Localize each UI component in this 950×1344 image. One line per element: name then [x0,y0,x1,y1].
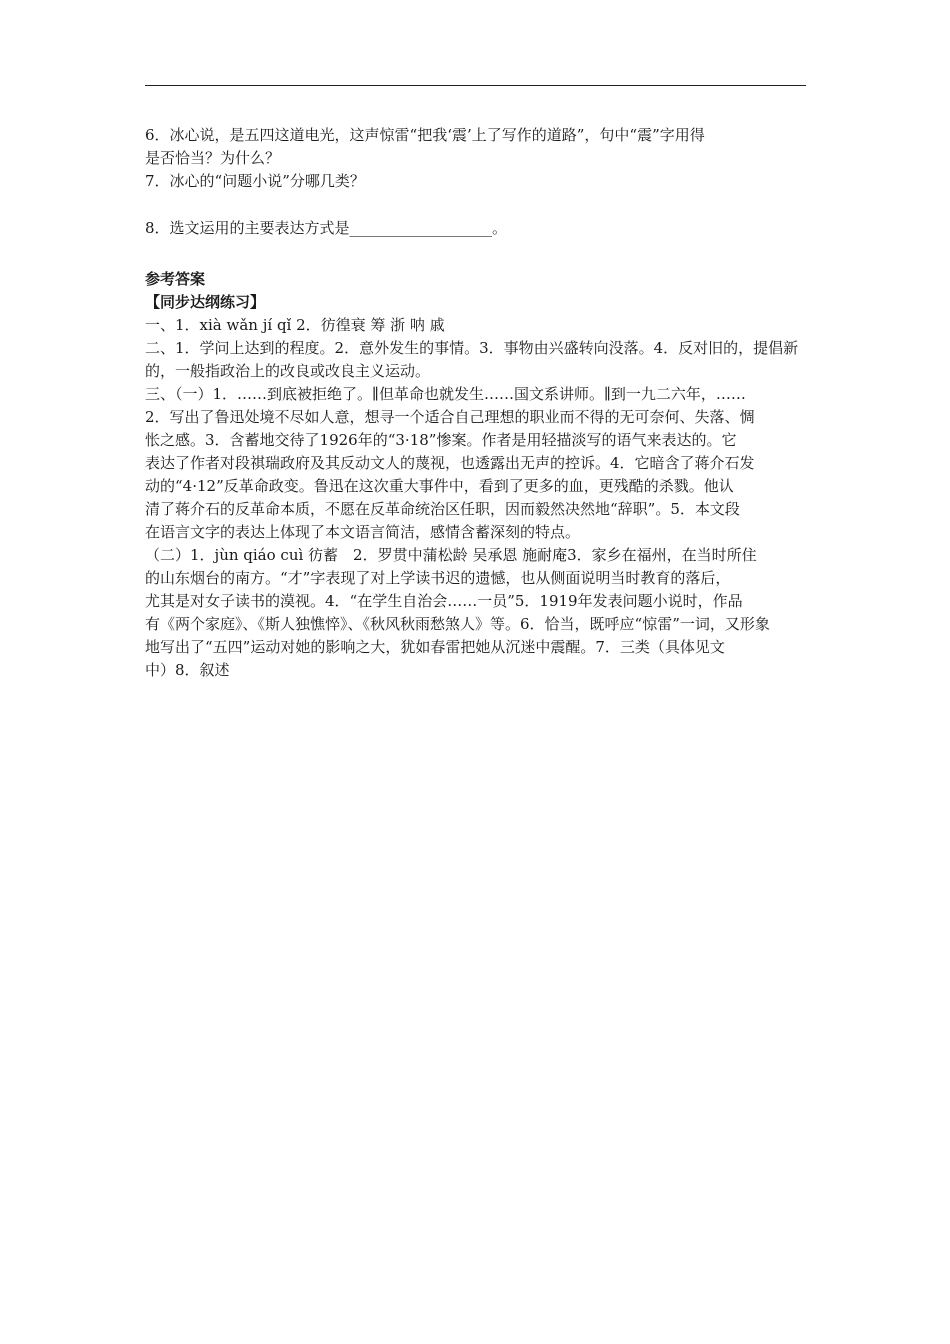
question-8-prefix: 8．选文运用的主要表达方式是 [145,219,350,237]
header-rule [145,85,806,86]
document-body [145,124,807,682]
question-6-line-2: 是否恰当？为什么？ [145,149,281,167]
question-8-blank: ___________________ [349,219,493,237]
question-8 [145,217,807,240]
question-6-line-1: 6．冰心说，是五四这道电光，这声惊雷“把我‘震’上了写作的道路”，句中“震”字用得 [145,126,705,144]
answers-heading: 参考答案 [145,270,206,288]
answer-part-3a-line-2: 2．写出了鲁迅处境不尽如人意，想寻一个适合自己理想的职业而不得的无可奈何、失落、惆 [145,408,755,426]
answer-part-3b-line-4: 有《两个家庭》、《斯人独憔悴》、《秋风秋雨愁煞人》等。6．恰当，既呼应“惊雷”一词，又形象 [145,615,770,633]
answer-part-3a-line-7: 在语言文字的表达上体现了本文语言简洁，感情含蓄深刻的特点。 [145,523,581,541]
answers-subheading: 【同步达纲练习】 [145,293,266,311]
answer-part-3a-line-3: 怅之感。3．含蓄地交待了1926年的“3·18”惨案。作者是用轻描淡写的语气来表达的。它 [145,431,737,449]
answer-part-3a-line-4: 表达了作者对段祺瑞政府及其反动文人的蔑视，也透露出无声的控诉。4．它暗含了蒋介石发 [145,454,755,472]
answer-part-3b-line-1: （二）1．jùn qiáo cuì 彷蓄 2．罗贯中蒲松龄 吴承恩 施耐庵3．家乡在福州，在当时所住 [145,546,757,564]
answer-part-3b-line-5: 地写出了“五四”运动对她的影响之大，犹如春雷把她从沉迷中震醒。7．三类（具体见文 [145,638,725,656]
answer-part-3a-line-6: 清了蒋介石的反革命本质，不愿在反革命统治区任职，因而毅然决然地“辞职”。5．本文段 [145,500,740,518]
answer-part-2-line-1: 二、1．学问上达到的程度。2．意外发生的事情。3．事物由兴盛转向没落。4．反对旧的，提倡新 [145,339,799,357]
answer-part-3a-line-5: 动的“4·12”反革命政变。鲁迅在这次重大事件中，看到了更多的血，更残酷的杀戮。他认 [145,477,734,495]
question-8-suffix: 。 [492,219,508,237]
answer-part-2-line-2: 的，一般指政治上的改良或改良主义运动。 [145,362,431,380]
answer-part-3b-line-3: 尤其是对女子读书的漠视。4．“在学生自治会……一员”5．1919年发表问题小说时，作品 [145,592,743,610]
question-7: 7．冰心的“问题小说”分哪几类？ [145,172,365,190]
answer-part-1: 一、1．xià wǎn jí qǐ 2．彷徨衰 筹 浙 呐 戚 [145,316,445,334]
answer-part-3a-line-1: 三、（一）1．……到底被拒绝了。∥但革命也就发生……国文系讲师。∥到一九二六年，…… [145,385,746,403]
answer-part-3b-line-6: 中）8．叙述 [145,661,230,679]
answer-part-3b-line-2: 的山东烟台的南方。“才”字表现了对上学读书迟的遗憾，也从侧面说明当时教育的落后， [145,569,731,587]
